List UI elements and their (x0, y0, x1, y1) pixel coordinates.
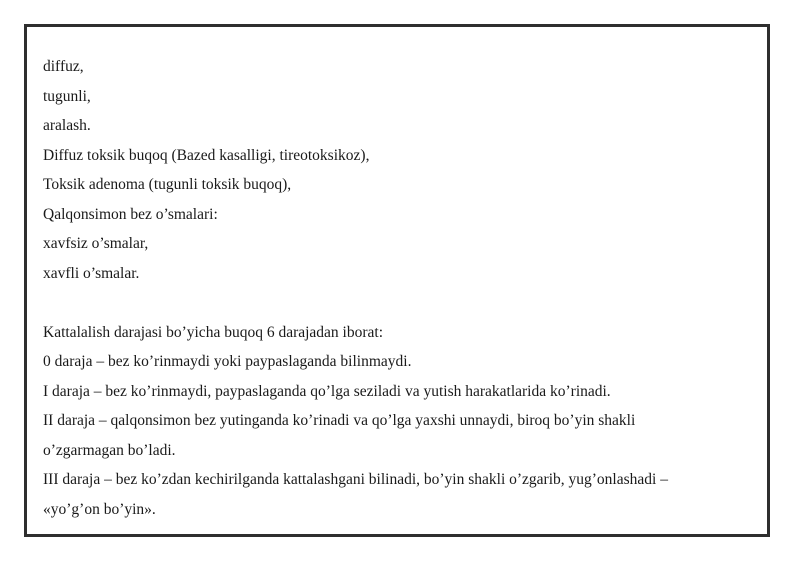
list-item: tugunli, (43, 87, 91, 105)
document-frame (24, 24, 770, 537)
degree-line: III daraja – bez ko’zdan kechirilganda kattalashgani bilinadi, bo’yin shakli o’zgarib, yug’onlashadi – (43, 471, 668, 488)
degree-line: 0 daraja – bez ko’rinmaydi yoki paypaslaganda bilinmaydi. (43, 353, 412, 370)
list-item: diffuz, (43, 58, 84, 75)
degrees-intro: Kattalalish darajasi bo’yicha buqoq 6 darajadan iborat: (43, 323, 384, 341)
degree-line: «yo’g’on bo’yin». (43, 500, 156, 518)
paragraph-gap (43, 288, 757, 318)
list-item: Qalqonsimon bez o’smalari: (43, 205, 218, 223)
list-item: Toksik adenoma (tugunli toksik buqoq), (43, 176, 292, 193)
list-item: aralash. (43, 117, 91, 134)
list-item: xavfsiz o’smalar, (43, 235, 149, 252)
document-text (43, 52, 757, 524)
list-item: Diffuz toksik buqoq (Bazed kasalligi, tireotoksikoz), (43, 146, 370, 164)
degree-line: o’zgarmagan bo’ladi. (43, 441, 176, 459)
list-item: xavfli o’smalar. (43, 264, 140, 282)
degree-line: II daraja – qalqonsimon bez yutinganda ko’rinadi va qo’lga yaxshi unnaydi, biroq bo’yin shakli (43, 412, 636, 429)
degree-line: I daraja – bez ko’rinmaydi, paypaslaganda qo’lga seziladi va yutish harakatlarida ko’rinadi. (43, 382, 611, 400)
